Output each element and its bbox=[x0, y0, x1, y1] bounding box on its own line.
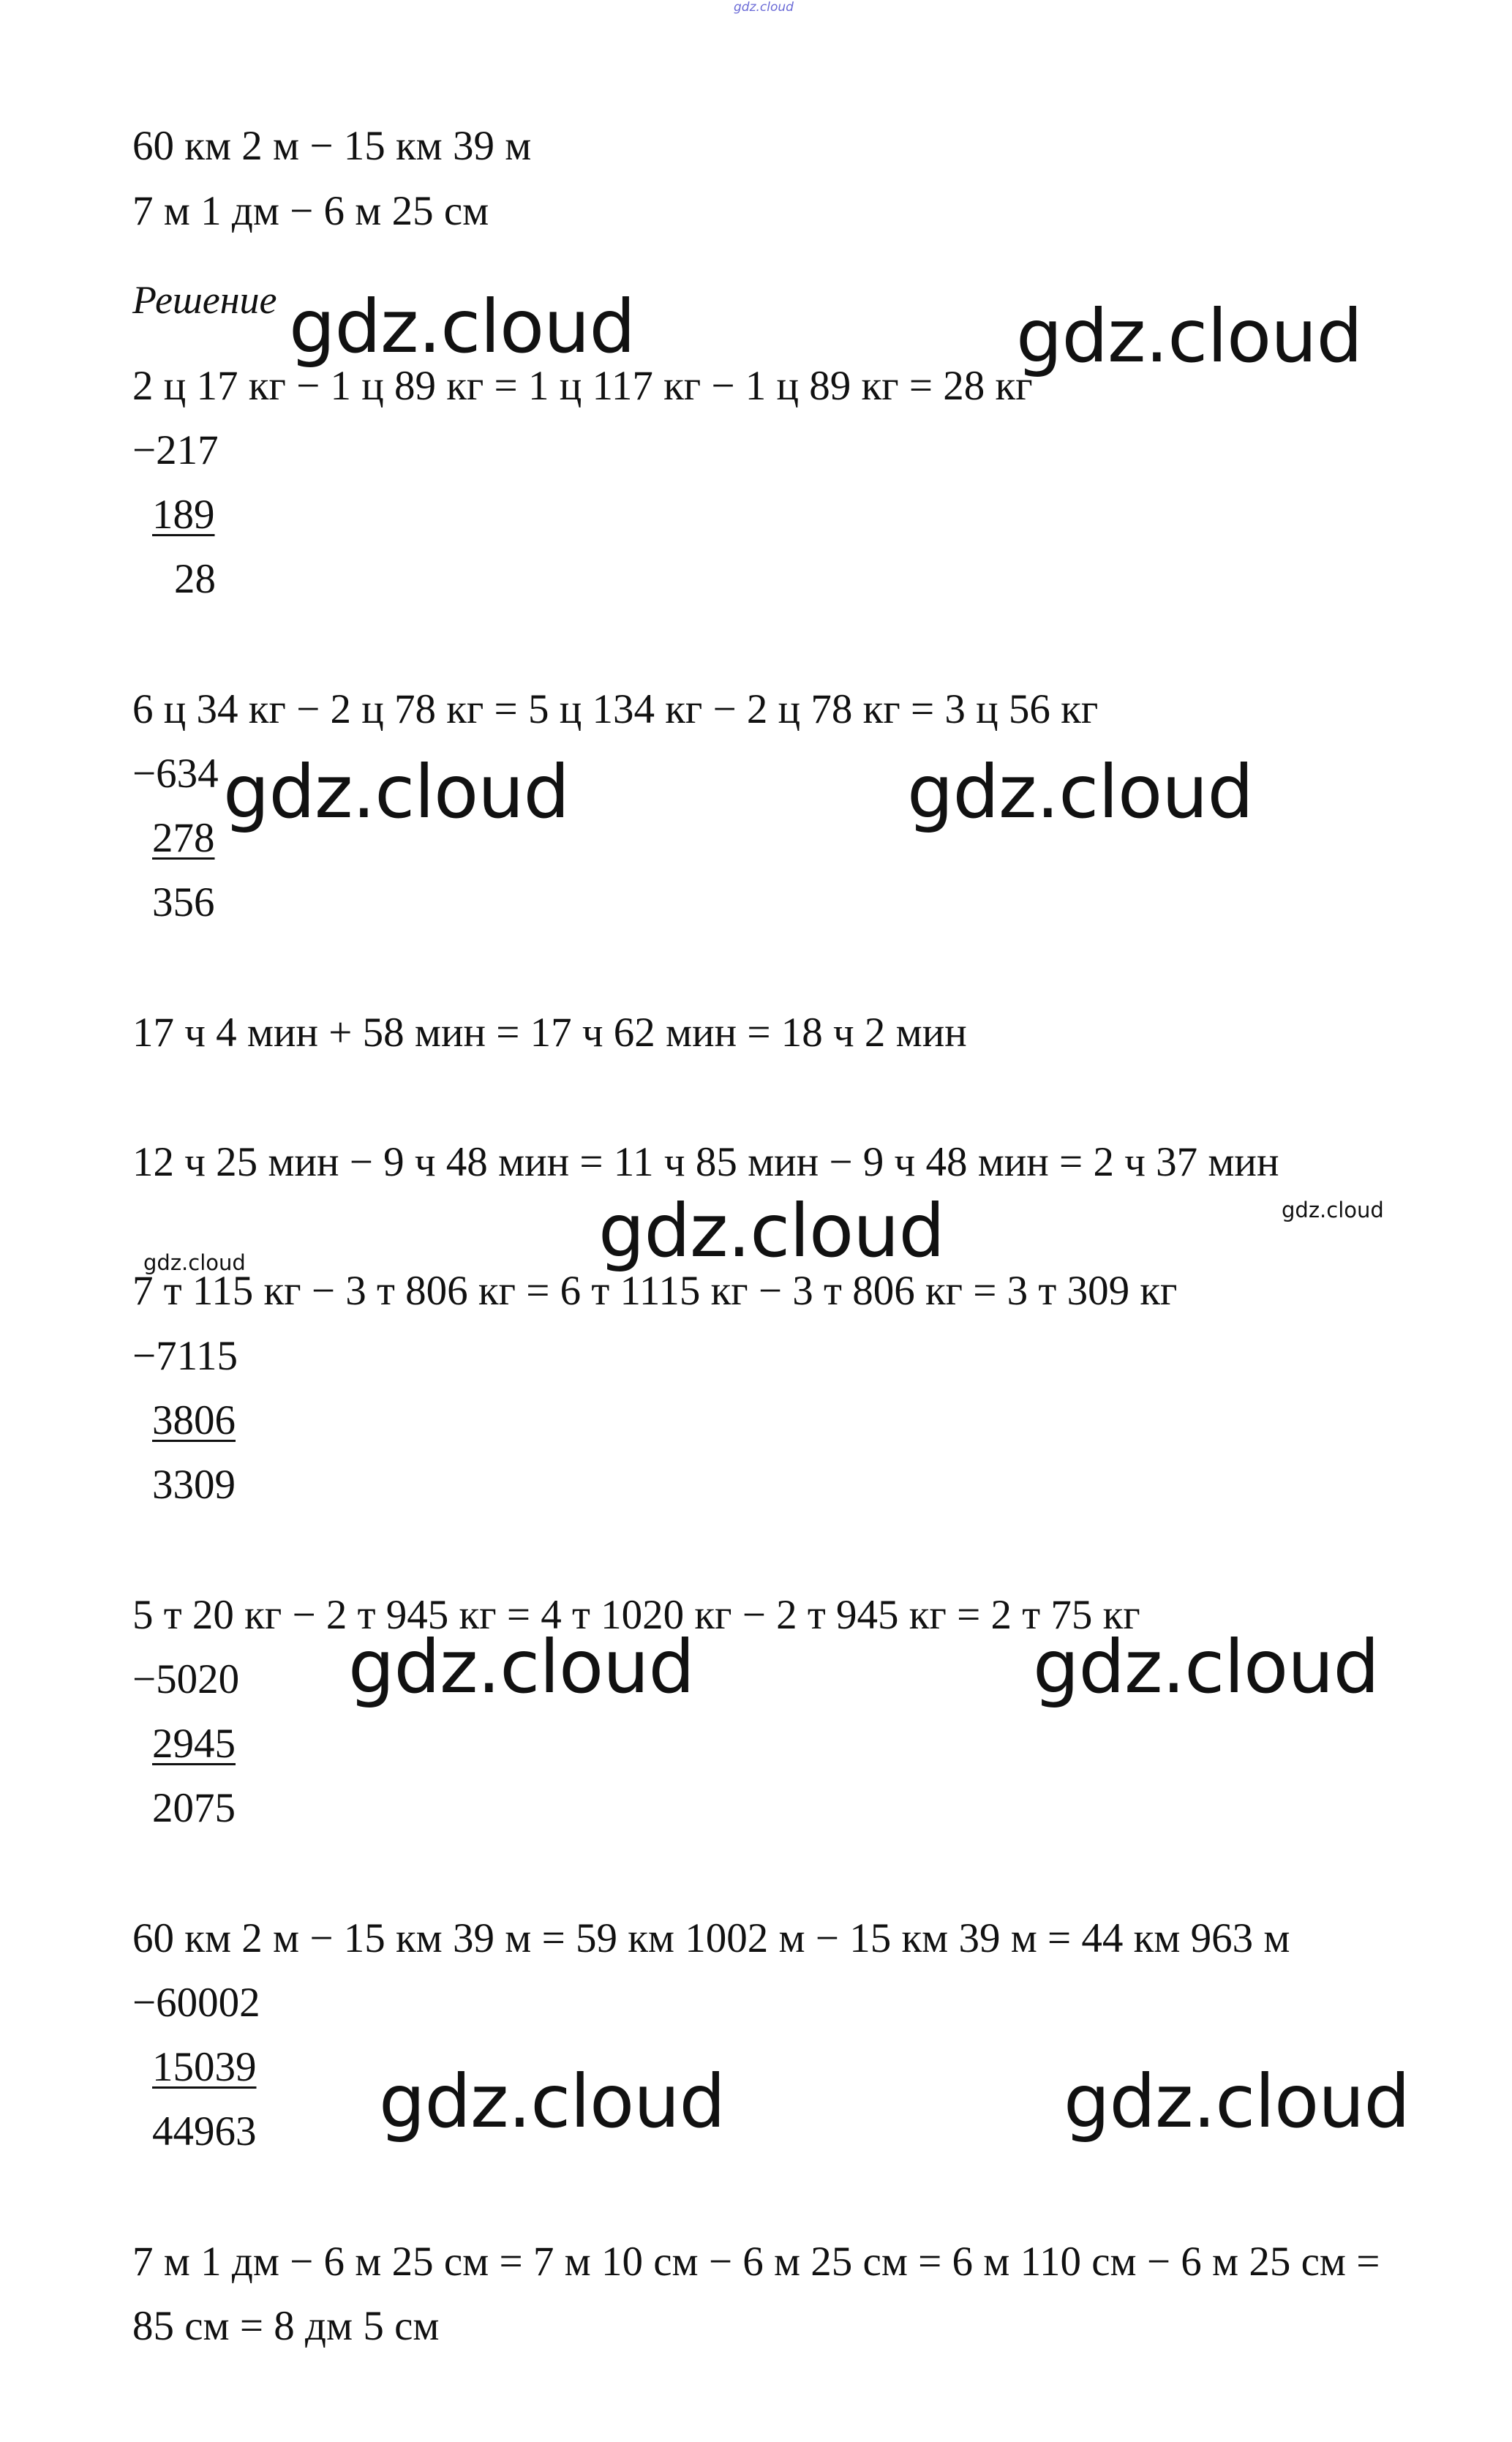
equation-5: 7 т 115 кг − 3 т 806 кг = 6 т 1115 кг − 3 т 806 кг = 3 т 309 кг bbox=[132, 1268, 1178, 1314]
task-line-1: 60 км 2 м − 15 км 39 м bbox=[132, 123, 532, 169]
equation-7: 60 км 2 м − 15 км 39 м = 59 км 1002 м − 15 км 39 м = 44 км 963 м bbox=[132, 1915, 1290, 1961]
equation-6: 5 т 20 кг − 2 т 945 кг = 4 т 1020 кг − 2 т 945 кг = 2 т 75 кг bbox=[132, 1592, 1140, 1638]
watermark: gdz.cloud bbox=[907, 749, 1254, 835]
column-subtrahend-6: 2945 bbox=[152, 1721, 236, 1767]
watermark: gdz.cloud bbox=[1064, 2059, 1410, 2144]
column-result-2: 356 bbox=[152, 879, 215, 925]
watermark-small: gdz.cloud bbox=[143, 1250, 246, 1275]
column-subtrahend-2: 278 bbox=[152, 815, 215, 861]
column-result-1: 28 bbox=[174, 556, 216, 602]
column-result-7: 44963 bbox=[152, 2108, 257, 2154]
column-subtrahend-7: 15039 bbox=[152, 2044, 257, 2090]
watermark: gdz.cloud bbox=[379, 2059, 726, 2144]
equation-4: 12 ч 25 мин − 9 ч 48 мин = 11 ч 85 мин − 9 ч 48 мин = 2 ч 37 мин bbox=[132, 1139, 1279, 1185]
watermark: gdz.cloud bbox=[598, 1188, 945, 1274]
column-result-6: 2075 bbox=[152, 1785, 236, 1831]
column-result-5: 3309 bbox=[152, 1462, 236, 1508]
column-minuend-1: −217 bbox=[132, 427, 219, 473]
header-watermark: gdz.cloud bbox=[734, 0, 794, 15]
column-minuend-2: −634 bbox=[132, 751, 219, 797]
equation-1: 2 ц 17 кг − 1 ц 89 кг = 1 ц 117 кг − 1 ц 89 кг = 28 кг bbox=[132, 363, 1033, 409]
column-minuend-6: −5020 bbox=[132, 1656, 240, 1702]
column-subtrahend-1: 189 bbox=[152, 492, 215, 538]
watermark: gdz.cloud bbox=[223, 749, 570, 835]
equation-2: 6 ц 34 кг − 2 ц 78 кг = 5 ц 134 кг − 2 ц 78 кг = 3 ц 56 кг bbox=[132, 686, 1099, 732]
column-minuend-5: −7115 bbox=[132, 1333, 238, 1379]
watermark-small: gdz.cloud bbox=[1282, 1198, 1384, 1222]
equation-8-line-2: 85 см = 8 дм 5 см bbox=[132, 2303, 440, 2349]
watermark: gdz.cloud bbox=[1033, 1624, 1380, 1710]
watermark: gdz.cloud bbox=[348, 1624, 695, 1710]
solution-label: Решение bbox=[132, 278, 277, 322]
equation-8-line-1: 7 м 1 дм − 6 м 25 см = 7 м 10 см − 6 м 25 см = 6 м 110 см − 6 м 25 см = bbox=[132, 2239, 1380, 2285]
watermark: gdz.cloud bbox=[1016, 293, 1363, 379]
watermark: gdz.cloud bbox=[289, 284, 636, 369]
equation-3: 17 ч 4 мин + 58 мин = 17 ч 62 мин = 18 ч 2 мин bbox=[132, 1010, 967, 1056]
column-minuend-7: −60002 bbox=[132, 1980, 260, 2026]
column-subtrahend-5: 3806 bbox=[152, 1397, 236, 1443]
task-line-2: 7 м 1 дм − 6 м 25 см bbox=[132, 188, 489, 234]
